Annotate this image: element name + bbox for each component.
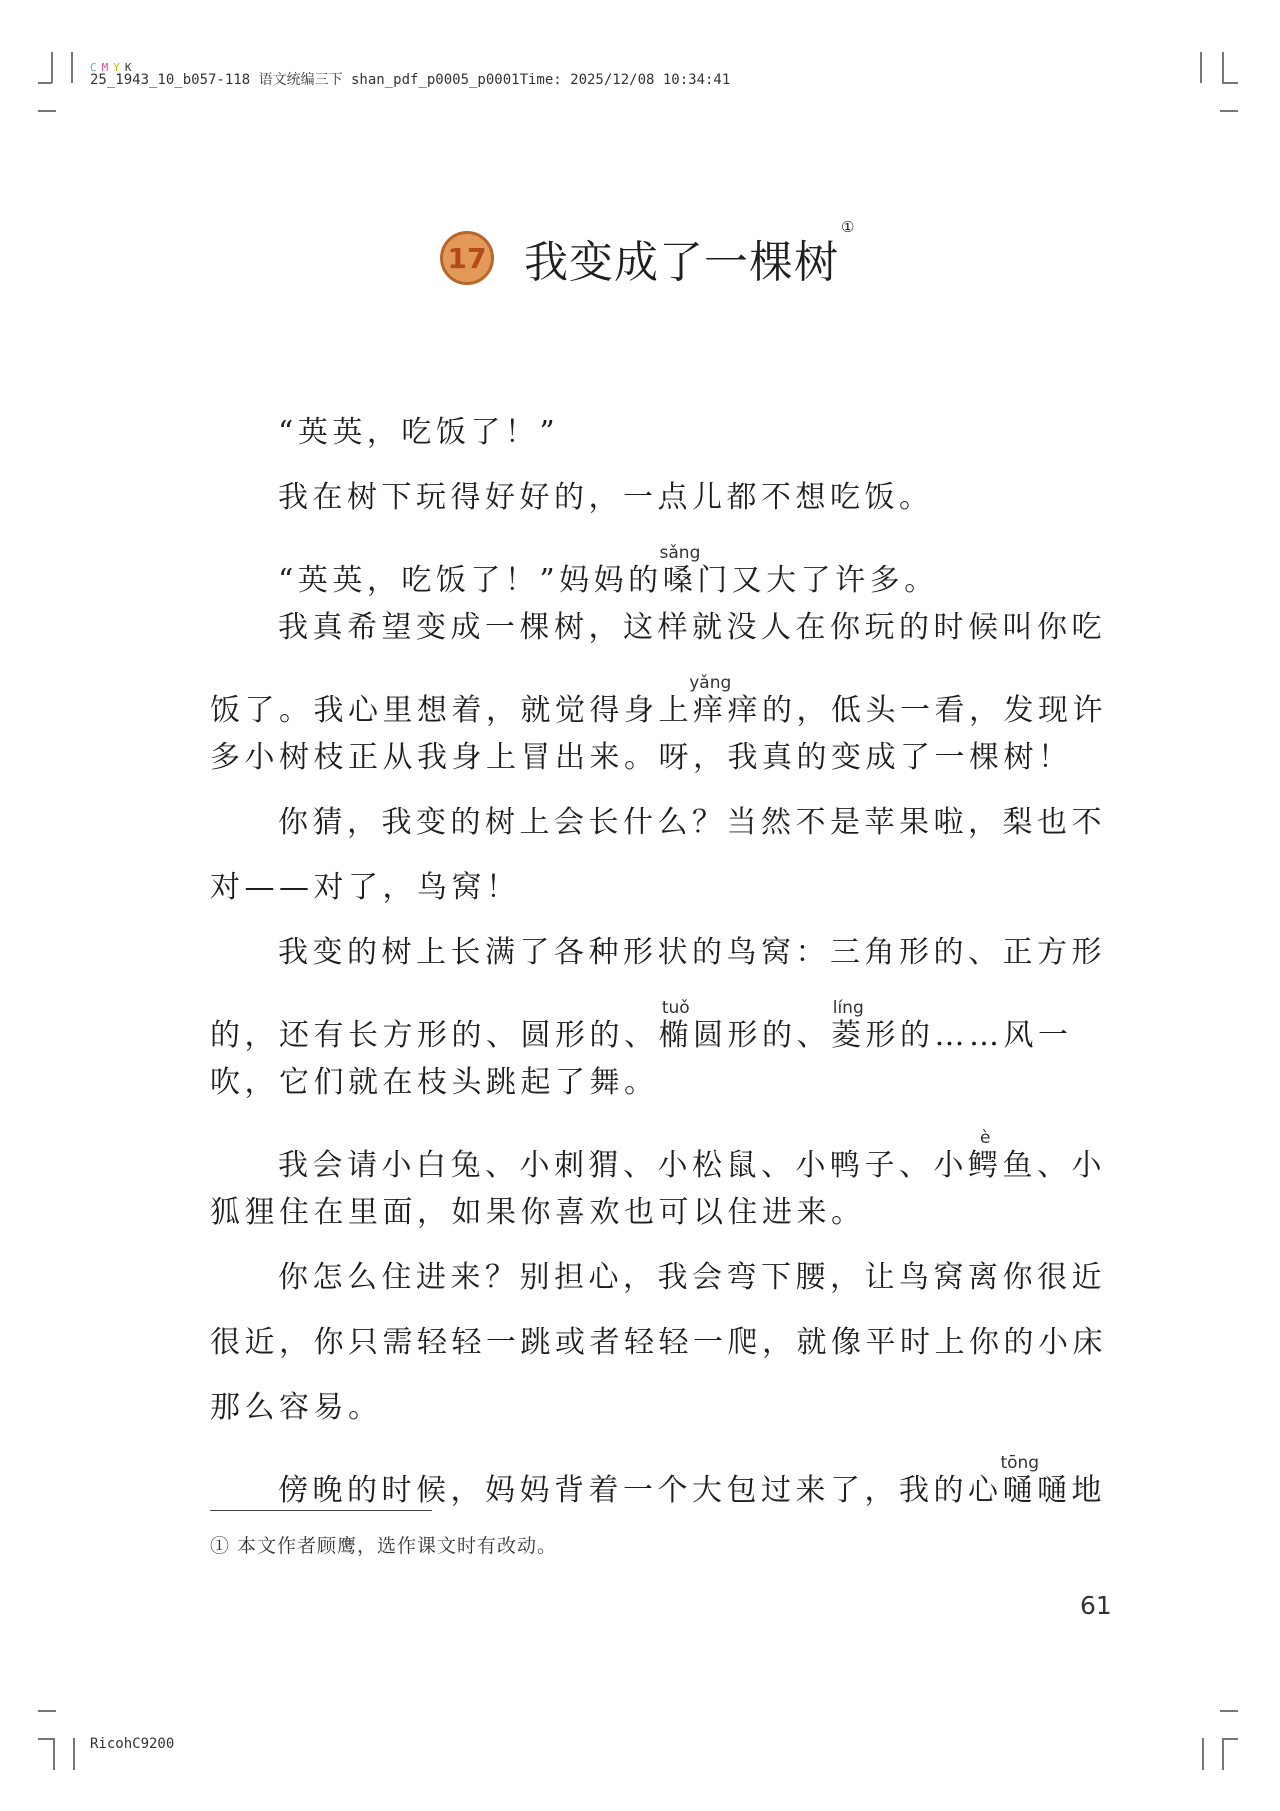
- crop-mark: [38, 82, 52, 84]
- crop-mark: [38, 1738, 54, 1740]
- crop-mark: [1222, 52, 1224, 83]
- crop-mark: [38, 110, 56, 112]
- page-number: 61: [1080, 1591, 1112, 1620]
- paragraph-line: 对——对了，鸟窝！: [210, 870, 521, 905]
- footnote: ① 本文作者顾鹰，选作课文时有改动。: [210, 1535, 558, 1557]
- paragraph-line: 多小树枝正从我身上冒出来。呀，我真的变成了一棵树！: [210, 740, 1073, 775]
- pinyin-annotated-char: 嗵tōng: [1000, 1453, 1040, 1508]
- paragraph-line: 我在树下玩得好好的，一点儿都不想吃饭。: [278, 480, 934, 515]
- crop-mark: [71, 52, 73, 83]
- pinyin-annotated-char: 鳄è: [968, 1128, 1003, 1183]
- crop-mark: [1222, 1738, 1238, 1740]
- paragraph-line: 你猜，我变的树上会长什么？当然不是苹果啦，梨也不: [278, 805, 1106, 840]
- crop-mark: [1220, 110, 1238, 112]
- footnote-rule: [210, 1510, 432, 1511]
- footnote-marker: ①: [841, 218, 856, 236]
- paragraph-line: 我变的树上长满了各种形状的鸟窝：三角形的、正方形: [278, 935, 1106, 970]
- paragraph-line: 我会请小白兔、小刺猬、小松鼠、小鸭子、小鳄è鱼、小: [278, 1128, 1106, 1183]
- crop-mark: [53, 1738, 55, 1770]
- paragraph-line: “英英，吃饭了！”: [278, 415, 560, 450]
- crop-mark: [1220, 1710, 1238, 1712]
- paragraph-line: 你怎么住进来？别担心，我会弯下腰，让鸟窝离你很近: [278, 1260, 1106, 1295]
- paragraph-line: 傍晚的时候，妈妈背着一个大包过来了，我的心嗵tōng嗵地: [278, 1453, 1106, 1508]
- pinyin-annotated-char: 嗓sǎng: [659, 543, 701, 598]
- print-slug: [90, 61, 730, 87]
- lesson-title: 我变成了一棵树①: [524, 218, 856, 288]
- paragraph-line: 我真希望变成一棵树，这样就没人在你玩的时候叫你吃: [278, 610, 1106, 645]
- pinyin-annotated-char: 痒yǎng: [689, 673, 732, 728]
- crop-mark: [1200, 52, 1202, 83]
- print-slug-text: 25_1943_10_b057-118 语文统编三下 shan_pdf_p0005_p0001Time: 2025/12/08 10:34:41: [90, 72, 731, 88]
- paragraph-line: 很近，你只需轻轻一跳或者轻轻一爬，就像平时上你的小床: [210, 1325, 1107, 1360]
- pinyin-annotated-char: 椭tuǒ: [658, 998, 693, 1053]
- paragraph-line: “英英，吃饭了！”妈妈的嗓sǎng门又大了许多。: [278, 543, 939, 598]
- crop-mark: [1222, 1738, 1224, 1770]
- printer-mark: RicohC9200: [90, 1736, 175, 1752]
- lesson-number-badge: 17: [440, 231, 494, 285]
- paragraph-line: 的，还有长方形的、圆形的、椭tuǒ圆形的、菱líng形的……风一: [210, 998, 1073, 1053]
- paragraph-line: 饭了。我心里想着，就觉得身上痒yǎng痒的，低头一看，发现许: [210, 673, 1107, 728]
- crop-mark: [51, 52, 53, 83]
- lesson-heading: [440, 218, 856, 288]
- crop-mark: [1222, 82, 1238, 84]
- crop-mark: [73, 1738, 75, 1770]
- paragraph-line: 狐狸住在里面，如果你喜欢也可以住进来。: [210, 1195, 866, 1230]
- paragraph-line: 那么容易。: [210, 1390, 383, 1425]
- cmyk-marks: CMYK: [90, 61, 137, 74]
- crop-mark: [38, 1710, 56, 1712]
- pinyin-annotated-char: 菱líng: [831, 998, 866, 1053]
- crop-mark: [1202, 1738, 1204, 1770]
- paragraph-line: 吹，它们就在枝头跳起了舞。: [210, 1065, 659, 1100]
